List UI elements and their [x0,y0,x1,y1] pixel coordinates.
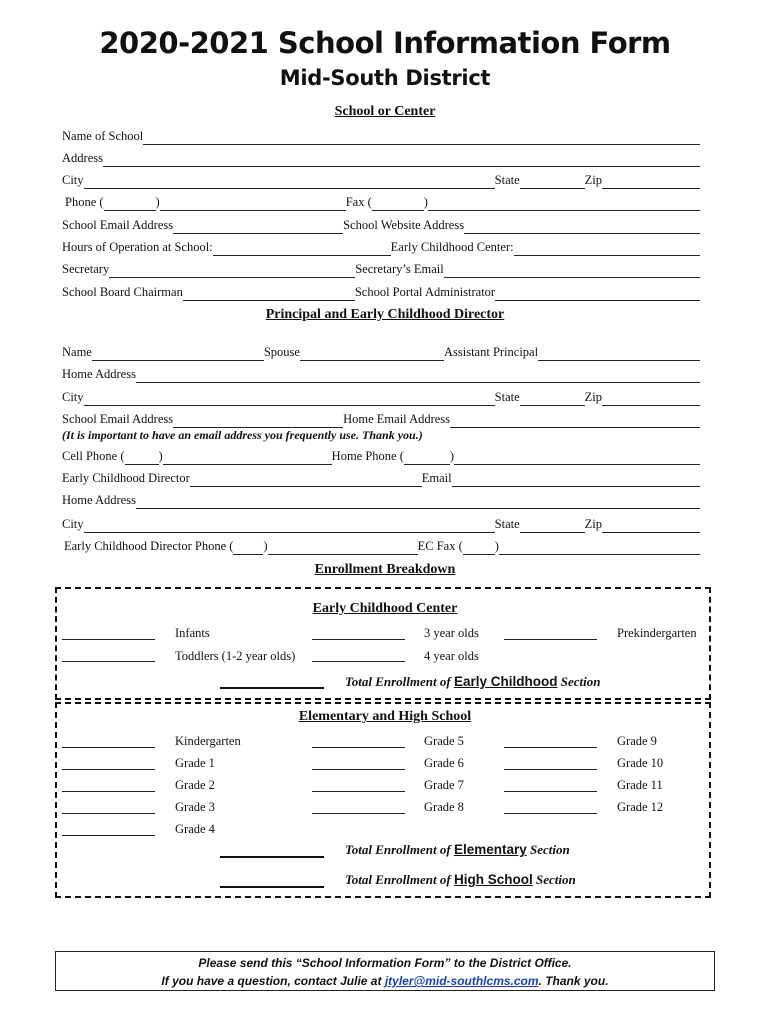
section-heading-school: School or Center [334,104,436,119]
asst-principal-label: Assistant Principal [443,345,539,359]
phone-field[interactable] [160,196,346,211]
zip-field[interactable] [602,174,700,189]
asst-principal-field[interactable] [538,346,700,361]
board-chair-field[interactable] [183,286,355,301]
grade-label: Grade 6 [424,756,464,770]
grade-count-field[interactable] [312,813,405,814]
board-row [62,283,700,301]
school-phone-row [62,193,700,211]
home-address-field[interactable] [136,368,700,383]
district-subtitle: Mid-South District [279,66,491,90]
spouse-field[interactable] [300,346,444,361]
principal-email-row [62,410,700,428]
secretary-row [62,260,700,278]
prek-label: Prekindergarten [617,626,697,640]
principal-school-email-label: School Email Address [62,412,174,426]
phone-paren: ) [155,195,160,209]
secretary-email-label: Secretary’s Email [355,262,444,276]
fax-paren: ) [423,195,428,209]
toddlers-count-field[interactable] [62,661,155,662]
ec-phone-area-field[interactable] [233,540,263,555]
grade-count-field[interactable] [504,791,597,792]
website-field[interactable] [464,219,700,234]
ec-center-field[interactable] [514,241,700,256]
grade-label: Grade 9 [617,734,657,748]
ec-phone-row [62,537,700,555]
ec-fax-label: EC Fax ( [417,539,463,553]
principal-name-label: Name [62,345,92,359]
toddlers-label: Toddlers (1-2 year olds) [175,649,296,663]
ec-phone-paren: ) [263,539,268,553]
city-field[interactable] [84,174,495,189]
principal-zip-field[interactable] [602,391,700,406]
address-label: Address [62,151,103,165]
grade-label: Grade 7 [424,778,464,792]
grade-label: Grade 2 [175,778,215,792]
home-paren: ) [449,449,455,463]
principal-state-field[interactable] [520,391,585,406]
principal-home-address-row [62,365,700,383]
state-field[interactable] [520,174,585,189]
state-label: State [494,173,520,187]
email-note: (It is important to have an email address you frequently use. Thank you.) [62,428,423,442]
grade-count-field[interactable] [312,747,405,748]
principal-name-field[interactable] [92,346,264,361]
high-school-total-label: Total Enrollment of High School Section [345,872,576,887]
prek-count-field[interactable] [504,639,597,640]
infants-label: Infants [175,626,210,640]
cell-phone-label: Cell Phone ( [62,449,125,463]
grade-label: Grade 4 [175,822,215,836]
grade-count-field[interactable] [62,791,155,792]
grade-count-field[interactable] [312,791,405,792]
grade-count-field[interactable] [62,835,155,836]
school-name-label: Name of School [62,129,144,143]
ec-state-field[interactable] [520,518,585,533]
cell-phone-row [62,447,700,465]
ec-fax-field[interactable] [499,540,700,555]
spouse-label: Spouse [263,345,300,359]
home-email-field[interactable] [450,413,700,428]
grade-count-field[interactable] [62,813,155,814]
zip-label: Zip [584,173,602,187]
hours-field[interactable] [213,241,391,256]
section-heading-enrollment: Enrollment Breakdown [314,562,456,577]
phone-label: Phone ( [65,195,104,209]
school-name-row [62,127,700,145]
eh-box-heading: Elementary and High School [298,709,472,724]
fax-label: Fax ( [345,195,372,209]
principal-name-row [62,343,700,361]
phone-area-field[interactable] [104,196,156,211]
home-address-label: Home Address [62,367,136,381]
school-email-row [62,216,700,234]
home-phone-field[interactable] [454,450,700,465]
school-address-row [62,149,700,167]
contact-email-link[interactable]: jtyler@mid-southlcms.com [384,974,539,988]
ec-total-field[interactable] [220,687,324,689]
principal-city-row [62,388,700,406]
ec-state-label: State [494,517,520,531]
ec-fax-paren: ) [494,539,499,553]
school-email-field[interactable] [173,219,343,234]
ec-director-label: Early Childhood Director [62,471,190,485]
ec-zip-field[interactable] [602,518,700,533]
secretary-email-field[interactable] [444,263,700,278]
ec-total-label: Total Enrollment of Early Childhood Section [345,674,601,689]
ec-phone-label: Early Childhood Director Phone ( [64,539,234,553]
ec-home-address-row [62,491,700,509]
elementary-high-box [55,702,711,898]
ec-home-address-label: Home Address [62,493,136,507]
high-school-total-field[interactable] [220,886,324,888]
hours-row [62,238,700,256]
cell-phone-field[interactable] [163,450,332,465]
principal-city-field[interactable] [84,391,495,406]
ec-director-row [62,469,700,487]
portal-admin-field[interactable] [495,286,700,301]
ec-center-label: Early Childhood Center: [390,240,514,254]
fax-area-field[interactable] [372,196,424,211]
ec-city-label: City [62,517,84,531]
ec-fax-area-field[interactable] [463,540,495,555]
elementary-total-label: Total Enrollment of Elementary Section [345,842,570,857]
elementary-total-field[interactable] [220,856,324,858]
ec-director-field[interactable] [190,472,422,487]
school-name-field[interactable] [143,130,700,145]
city-label: City [62,173,84,187]
website-label: School Website Address [343,218,465,232]
home-email-label: Home Email Address [343,412,451,426]
footer-note [55,951,715,991]
grade-count-field[interactable] [504,813,597,814]
grade-label: Grade 1 [175,756,215,770]
grade-label: Grade 12 [617,800,664,814]
footer-line-2: If you have a question, contact Julie at jtyler@mid-southlcms.com. Thank you. [161,974,609,988]
ec-phone-field[interactable] [268,540,418,555]
portal-admin-label: School Portal Administrator [354,285,496,299]
cell-paren: ) [158,449,163,463]
grade-label: Grade 11 [617,778,663,792]
four-year-count-field[interactable] [312,661,405,662]
three-year-count-field[interactable] [312,639,405,640]
grade-label: Grade 8 [424,800,464,814]
school-email-label: School Email Address [62,218,174,232]
principal-zip-label: Zip [584,390,602,404]
ec-city-field[interactable] [84,518,495,533]
home-phone-label: Home Phone ( [331,449,404,463]
ec-email-field[interactable] [452,472,700,487]
ec-box-heading: Early Childhood Center [312,601,458,616]
grade-count-field[interactable] [62,769,155,770]
grade-label: Grade 10 [617,756,664,770]
hours-label: Hours of Operation at School: [62,240,213,254]
address-field[interactable] [103,152,700,167]
secretary-field[interactable] [109,263,355,278]
cell-area-field[interactable] [125,450,159,465]
principal-city-label: City [62,390,84,404]
grade-count-field[interactable] [62,747,155,748]
grade-label: Grade 3 [175,800,215,814]
grade-count-field[interactable] [312,769,405,770]
board-chair-label: School Board Chairman [62,285,183,299]
ec-email-label: Email [421,471,452,485]
principal-school-email-field[interactable] [173,413,343,428]
ec-zip-label: Zip [584,517,602,531]
infants-count-field[interactable] [62,639,155,640]
grade-count-field[interactable] [504,769,597,770]
grade-label: Grade 5 [424,734,464,748]
section-heading-principal: Principal and Early Childhood Director [265,307,505,322]
secretary-label: Secretary [62,262,110,276]
footer-line-1: Please send this “School Information Form” to the District Office. [198,956,572,970]
form-title: 2020-2021 School Information Form [99,26,671,60]
school-city-row [62,171,700,189]
four-year-label: 4 year olds [424,649,479,663]
ec-home-address-field[interactable] [136,494,700,509]
principal-state-label: State [494,390,520,404]
ec-city-row [62,515,700,533]
fax-field[interactable] [428,196,700,211]
home-area-field[interactable] [404,450,450,465]
grade-label: Kindergarten [175,734,241,748]
three-year-label: 3 year olds [424,626,479,640]
grade-count-field[interactable] [504,747,597,748]
